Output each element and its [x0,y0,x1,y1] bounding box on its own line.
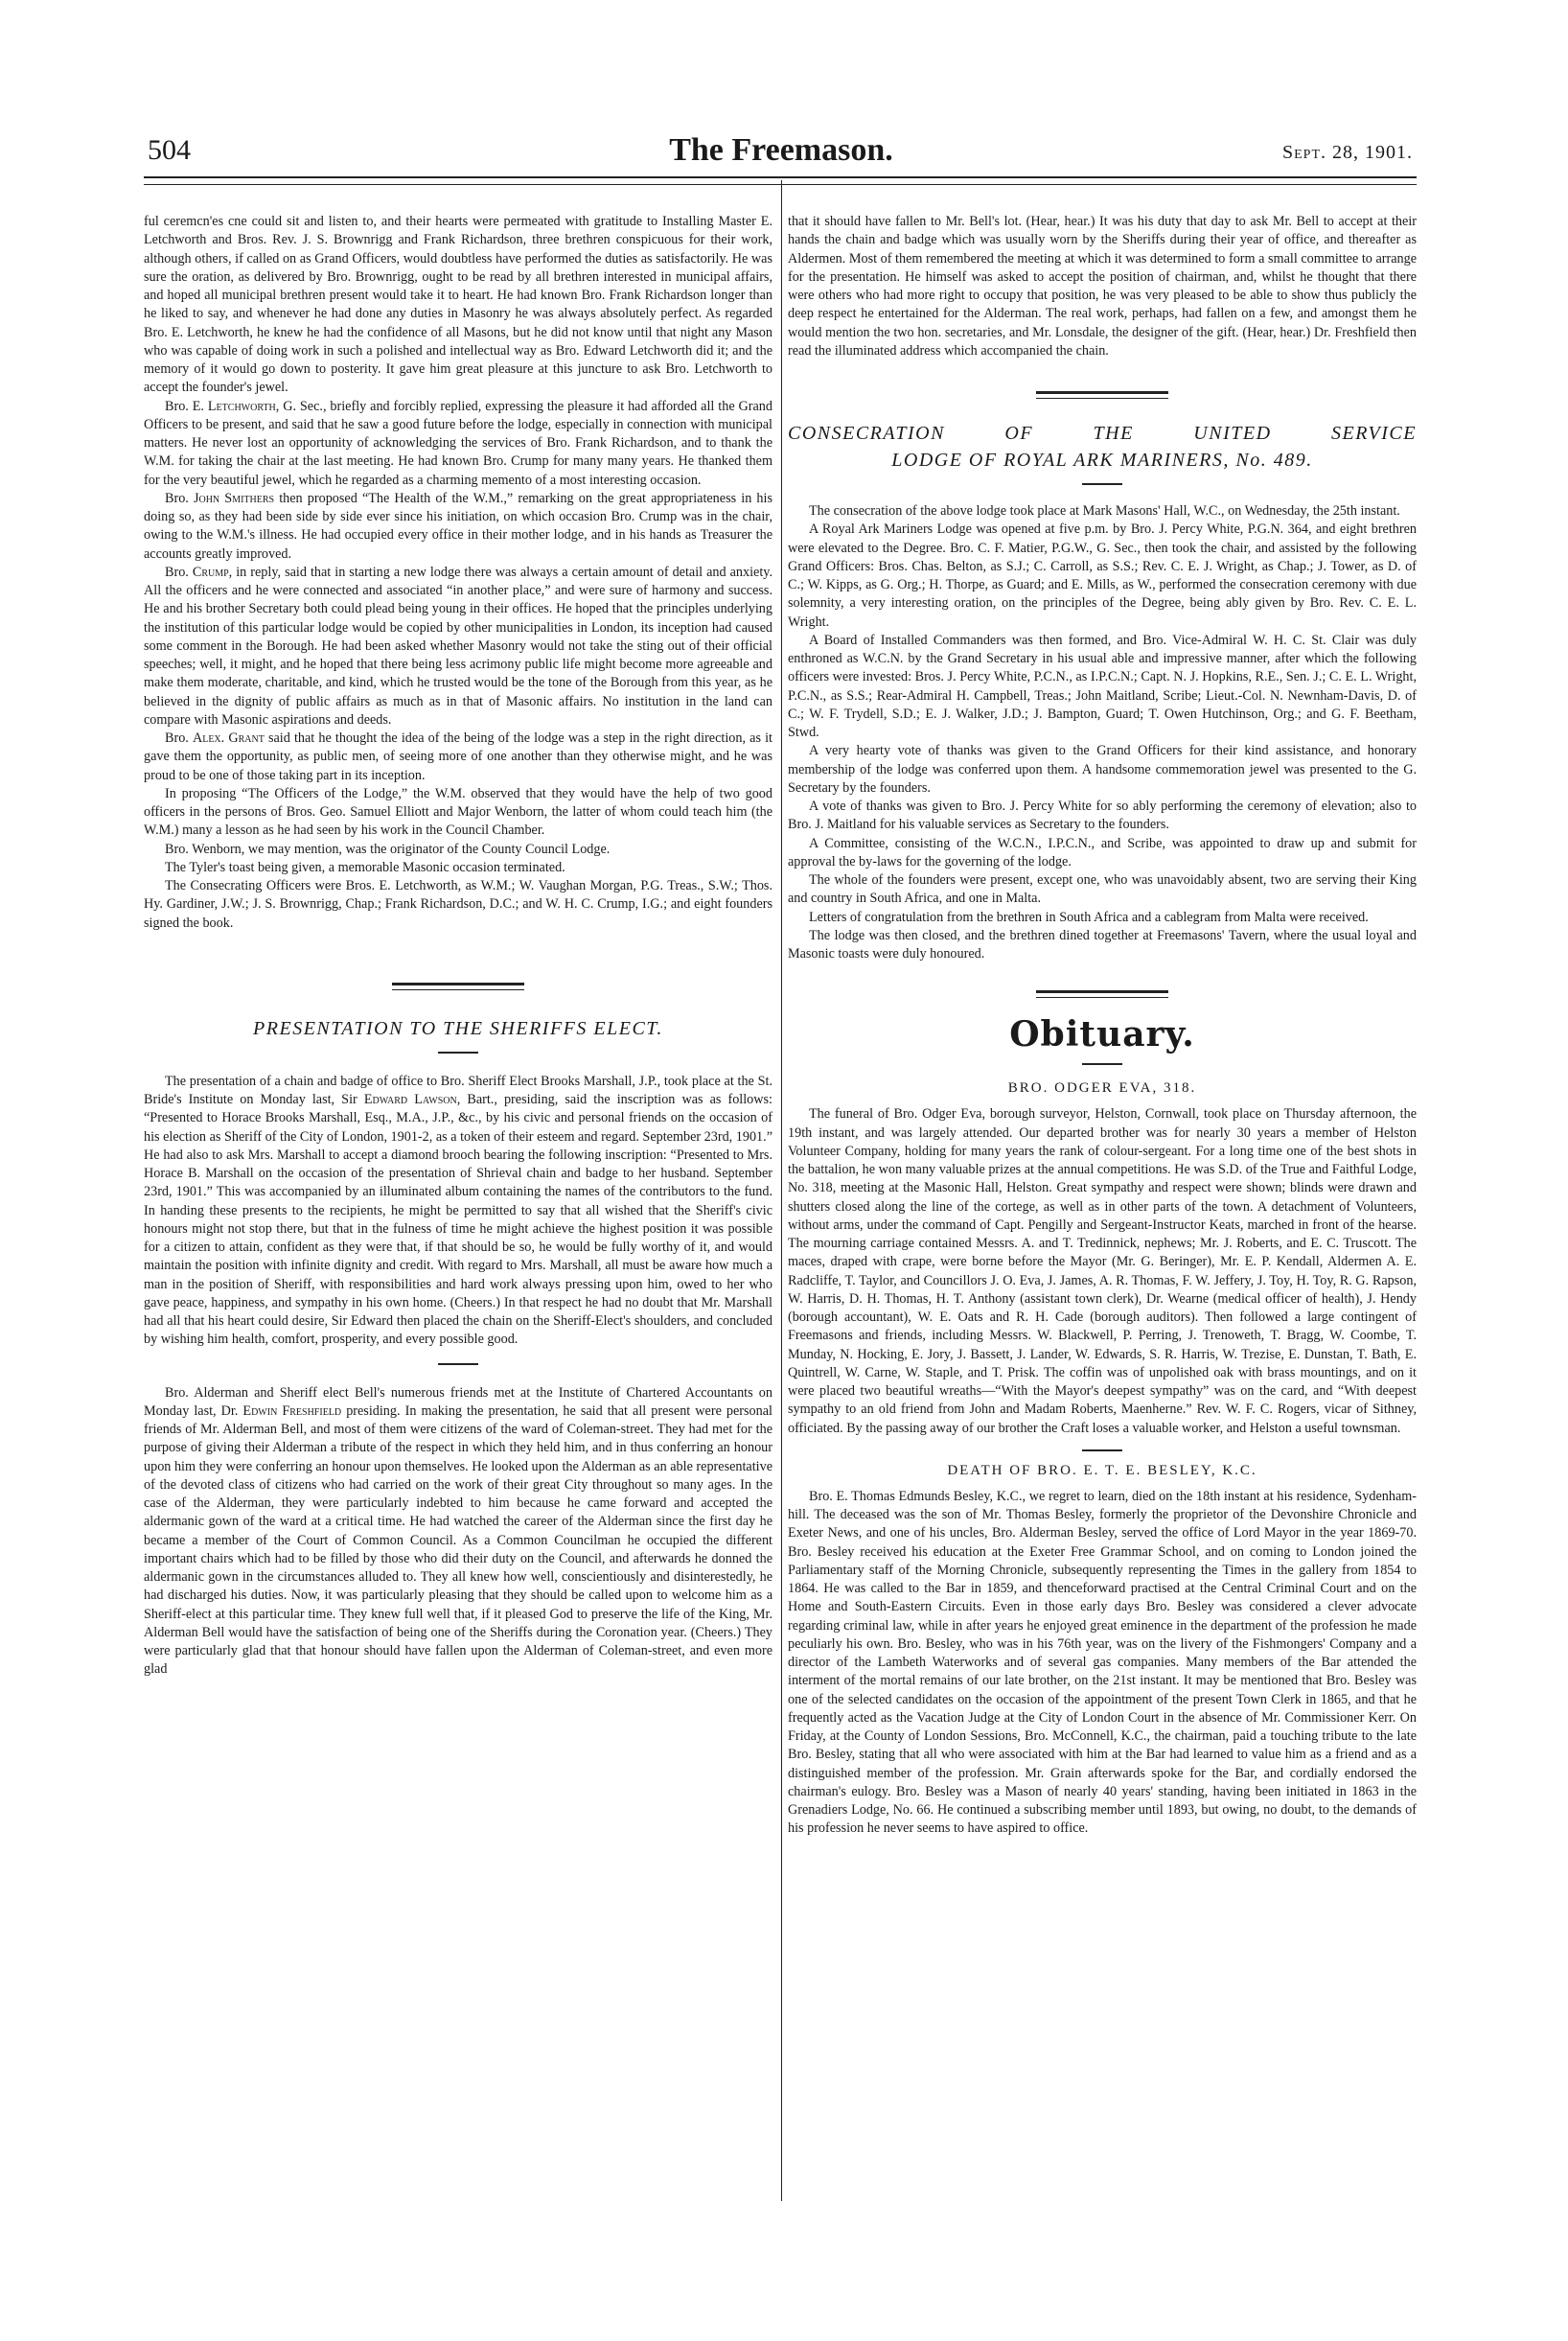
obituary-heading: Obituary. [1009,1014,1195,1055]
article-paragraph: The Consecrating Officers were Bros. E. Letchworth, as W.M.; W. Vaughan Morgan, P.G. Treas., S.W.; Thos. Hy. Gardiner, J.W.; J. S. Brownrigg, Chap.; Frank Richardson, D.C.; and W. H. C. Crump, I.G.; and eight founders signed the book. [144,878,772,931]
speaker-name: Alex. Grant [192,730,265,746]
section-heading-consecration: CONSECRATION OF THE UNITED SERVICE [788,423,1417,444]
article-paragraph: The presentation of a chain and badge of office to Bro. Sheriff Elect Brooks Marshall, J.P., took place at the St. Bride's Institute on Monday last, Sir Edward Lawson, Bart., presiding, said the inscription was as follows: “Presented to Horace Brooks Marshall, Esq., M.A., J.P., &c., by his civic and personal friends on the occasion of his election as Sheriff of the City of London, 1901-2, as a token of their esteem and regard. September 23rd, 1901.” He had also to ask Mrs. Marshall to accept a diamond brooch bearing the following inscription: “Presented to Mrs. Horace B. Marshall on the occasion of the presentation of Shrieval chain and badge to her husband. September 23rd, 1901.” This was accompanied by an illuminated album containing the names of the contributors to the fund. In handing these presents to the recipients, he might be permitted to say that all wished that the Sheriff's civic honours might not stop there, but that in the fulness of time he might achieve the highest position it was possible for a citizen to attain, confident as they were that, if that should be so, he would be fully worthy of it, and would maintain the position with infinite dignity and credit. With regard to Mrs. Marshall, all must be aware how much a man in the position of Sheriff, with responsibilities and hard work always pressing upon him, owed to her who gave peace, happiness, and sympathy in his own home. (Cheers.) In that respect he had no doubt that Mr. Marshall had all that his heart could desire, Sir Edward then placed the chain on the Sheriff-Elect's shoulders, and concluded by wishing him health, comfort, prosperity, and every possible good. [144,1073,772,1348]
article-paragraph: Bro. Alex. Grant said that he thought the idea of the being of the lodge was a step in the right direction, as it gave them the opportunity, as public men, of seeing more of one another than they otherwise might, and he was proud to be one of those taking part in its inception. [144,730,772,783]
speaker-name: Letchworth [207,398,276,414]
presiding-name: Edwin Freshfield [242,1402,342,1419]
article-paragraph: The lodge was then closed, and the brethren dined together at Freemasons' Tavern, where the usual loyal and Masonic toasts were duly honoured. [788,927,1417,962]
section-separator [392,983,524,990]
section-heading-consecration-line2: LODGE OF ROYAL ARK MARINERS, No. 489. [891,450,1313,471]
article-paragraph: Letters of congratulation from the brethren in South Africa and a cablegram from Malta were received. [809,909,1369,925]
issue-date: Sept. 28, 1901. [1281,142,1413,163]
speaker-name: Crump [192,564,229,580]
article-paragraph: ful ceremcn'es cne could sit and listen to, and their hearts were permeated with gratitude to Installing Master E. Letchworth and Bros. Rev. J. S. Brownrigg and Frank Richardson, three brethren conspicuous for their work, although others, if called on as Grand Officers, would doubtless have performed the duties as satisfactorily. He was sure the oration, as delivered by Bro. Brownrigg, ought to be read by all brethren interested in municipal affairs, and hoped all municipal brethren present would take it to heart. He had known Bro. Frank Richardson longer than he liked to say, and whenever he had done any duties in Masonry he was always absolutely perfect. As regarded Bro. E. Letchworth, he knew he had the confidence of all Masons, but he did not know until that night any Mason who was capable of doing work in such a polished and intellectual way as Bro. Edward Letchworth did it; and the memory of it would go down to posterity. It gave him great pleasure at this juncture to ask Bro. Letchworth to accept the founder's jewel. [144,214,772,396]
article-paragraph: Bro. E. Thomas Edmunds Besley, K.C., we regret to learn, died on the 18th instant at his residence, Sydenham-hill. The deceased was the son of Mr. Thomas Besley, formerly the proprietor of the Devonshire Chronicle and Exeter News, and one of his uncles, Bro. Alderman Besley, served the office of Lord Mayor in the year 1869-70. Bro. Besley received his education at the Exeter Free Grammar School, and on coming to London joined the Parliamentary staff of the Morning Chronicle, subsequently representing the Times in the gallery from 1854 to 1864. He was called to the Bar in 1859, and thenceforward practised at the Central Criminal Court and on the Home and South-Eastern Circuits. Even in those early days Bro. Besley was considered a clever advocate regarding criminal law, while in after years he enjoyed great eminence in the department of the profession he made peculiarly his own. Bro. Besley, who was in his 76th year, was on the livery of the Fishmongers' Company and a director of the Lambeth Waterworks and of several gas companies. Many members of the Bar attended the interment of the mortal remains of our late brother, on the 21st instant. It may be mentioned that Bro. Besley was one of the selected candidates on the occasion of the appointment of the present Town Clerk in 1865, and that he frequently acted as the Vacation Judge at the City of London Court in the absence of Mr. Commissioner Kerr. On Friday, at the County of London Sessions, Bro. McConnell, K.C., the chairman, paid a touching tribute to the late Bro. Besley, stating that all who were associated with him at the Bar had learned to value him as a friend and as a distinguished member of the profession. Mr. Grain afterwards spoke for the Bar, and cordially endorsed the chairman's eulogy. Bro. Besley was a Mason of nearly 40 years' standing, having been initiated in 1863 in the Grenadiers Lodge, No. 66. He continued a subscribing member until 1893, but owing, no doubt, to the demands of his profession he never seems to have aspired to office. [788,1488,1417,1837]
column-divider [781,180,782,2201]
section-separator [1036,391,1168,399]
page-number: 504 [148,134,191,166]
article-paragraph: A Committee, consisting of the W.C.N., I.P.C.N., and Scribe, was appointed to draw up and submit for approval the by-laws for the governing of the lodge. [788,835,1417,869]
article-paragraph: Bro. E. Letchworth, G. Sec., briefly and forcibly replied, expressing the pleasure it had afforded all the Grand Officers to be present, and said that he saw a good future before the lodge, especially in connection with municipal matters. He never lost an opportunity of acknowledging the services of Bro. Frank Richardson, and to thank the W.M. for taking the chair at the last meeting. He had known Bro. Crump for many many years. He thanked them for the very beautiful jewel, which he regarded as a charming memento of a most interesting occasion. [144,398,772,488]
article-paragraph: The consecration of the above lodge took place at Mark Masons' Hall, W.C., on Wednesday, the 25th instant. [809,503,1400,519]
presiding-name: Edward Lawson [363,1092,457,1107]
obituary-subheading-eva: BRO. ODGER EVA, 318. [1007,1080,1197,1097]
article-paragraph: A vote of thanks was given to Bro. J. Percy White for so ably performing the ceremony of elevation; also to Bro. J. Maitland for his valuable services as Secretary to the founders. [788,799,1417,833]
obituary-subheading-besley: DEATH OF BRO. E. T. E. BESLEY, K.C. [947,1462,1257,1478]
article-paragraph: Bro. John Smithers then proposed “The Health of the W.M.,” remarking on the great appropriateness in his doing so, as they had been side by side ever since his initiation, on which occasion Bro. Crump was in the chair, owing to the W.M.'s illness. He had occupied every office in their mother lodge, and in his hands as Treasurer the accounts greatly improved. [144,490,772,562]
article-paragraph: that it should have fallen to Mr. Bell's lot. (Hear, hear.) It was his duty that day to ask Mr. Bell to accept at their hands the chain and badge which was usually worn by the Sheriffs during their year of office, and thereafter as Aldermen. Most of them remembered the meeting at which it was determined to form a small committee to arrange for the presentation. He himself was asked to accept the position of chairman, and, whilst he thought that there were others who had more right to occupy that position, he was very pleased to be able to show thus publicly the deep respect he entertained for the Alderman. The real work, perhaps, had fallen on a few, and amongst them he would mention the two hon. secretaries, and Mr. Lonsdale, the designer of the gift. (Hear, hear.) Dr. Freshfield then read the illuminated address which accompanied the chain. [788,214,1417,359]
right-column [788,213,1417,1839]
article-paragraph: The whole of the founders were present, except one, who was unavoidably absent, two are serving their King and country in South Africa, and one in Malta. [788,872,1417,907]
masthead-rule [144,176,1417,185]
article-paragraph: Bro. Wenborn, we may mention, was the originator of the County Council Lodge. [165,841,611,857]
article-paragraph: A Board of Installed Commanders was then formed, and Bro. Vice-Admiral W. H. C. St. Clair was duly enthroned as W.C.N. by the Grand Secretary in his usual able and impressive manner, after which the following officers were invested: Bros. J. Percy White, P.C.N., as I.P.C.N.; Capt. N. J. Hopkins, R.E., Sen. J.; C. E. L. Wright, P.C.N., as S.S.; Rear-Admiral H. Campbell, Treas.; John Maitland, Scribe; Lieut.-Col. N. Newnham-Davis, D. of C.; W. F. Trydell, S.D.; E. J. Walker, J.D.; J. Bampton, Guard; T. Owen Hutchinson, Org.; and G. F. Beetham, Stwd. [788,632,1417,740]
article-paragraph: Bro. Alderman and Sheriff elect Bell's numerous friends met at the Institute of Chartered Accountants on Monday last, Dr. Edwin Freshfield presiding. In making the presentation, he said that all present were personal friends of Mr. Alderman Bell, and most of them were citizens of the ward of Coleman-street. They had met for the purpose of giving their Alderman a tribute of the respect in which they held him, and in thus conferring an honour upon him they were conferring an honour upon themselves. He looked upon the Alderman as an able representative of the devoted class of citizens who had carried on the work of their great City throughout so many ages. In the case of the Alderman, they were particularly indebted to him because he came forward and accepted the aldermanic gown of the ward at a critical time. He had watched the career of the Alderman since the first day he became a member of the Court of Common Council. As a Common Councilman he occupied the different important chairs which had to be filled by those who did their duty on the Council, and afterwards he donned the aldermanic gown in the circumstances alluded to. They all knew how well, conscientiously and disinterestedly, he had discharged his duties. Now, it was particularly pleasing that they should be called upon to welcome him as a Sheriff-elect at this particular time. They knew full well that, if it pleased God to preserve the life of the King, Mr. Alderman Bell would have the satisfaction of being one of the Sheriffs during the Coronation year. (Cheers.) They were particularly glad that that honour should have fallen upon the Alderman of Coleman-street, and even more glad [144,1384,772,1678]
article-paragraph: The Tyler's toast being given, a memorable Masonic occasion terminated. [165,859,565,875]
masthead [144,132,1418,174]
article-paragraph: A Royal Ark Mariners Lodge was opened at five p.m. by Bro. J. Percy White, P.G.N. 364, and eight brethren were elevated to the Degree. Bro. C. F. Matier, P.G.W., G. Sec., then took the chair, and assisted by the following Grand Officers: Bros. Chas. Belton, as S.J.; C. Carroll, as S.S.; Rev. C. E. J. Wright, as Chap.; J. Tower, as D. of C.; W. Kipps, as G. Org.; H. Thorpe, as Guard; and E. Mills, as W., performed the consecration ceremony with due solemnity, a very interesting oration, on the principles of the Degree, being ably given by Bro. Rev. C. E. L. Wright. [788,522,1417,630]
article-paragraph: In proposing “The Officers of the Lodge,” the W.M. observed that they would have the help of two good officers in the persons of Bros. Geo. Samuel Elliott and Major Wenborn, the latter of whom could teach him (the W.M.) many a lesson as he had seen by his work in the Council Chamber. [144,785,772,839]
newspaper-title: The Freemason. [669,132,893,168]
left-column [144,213,772,1680]
article-paragraph: The funeral of Bro. Odger Eva, borough surveyor, Helston, Cornwall, took place on Thursday afternoon, the 19th instant, and was largely attended. Our departed brother was for nearly 30 years a member of Helston Volunteer Company, holding for many years the rank of colour-sergeant. For a long time one of the best shots in the battalion, he won many valuable prizes at the annual competitions. He was S.D. of the True and Faithful Lodge, No. 318, meeting at the Masonic Hall, Helston. Great sympathy and respect were shown; blinds were drawn and shutters closed along the line of the cortege, as well as in other parts of the town. A detachment of Volunteers, without arms, under the command of Capt. Pengilly and Sergeant-Instructor Keats, marched in front of the hearse. The mourning carriage contained Messrs. A. and T. Tredinnick, nephews; Mr. J. Roberts, and E. C. Truscott. The maces, draped with crape, were borne before the Mayor (Mr. G. Beringer), Mr. E. P. Kendall, Aldermen A. E. Radcliffe, T. Taylor, and Councillors J. O. Eva, J. James, A. R. Thomas, F. W. Jeffery, J. Toy, H. Toy, R. G. Rapson, W. Harris, D. H. Thomas, H. T. Anthony (assistant town clerk), Dr. Wearne (medical officer of health), J. Hendy (borough accountant), W. E. Oats and R. H. Cade (borough auditors). Then followed a large contingent of Freemasons and friends, including Messrs. W. Blackwell, P. Perring, J. Trenoweth, T. Bragg, W. Coombe, T. Munday, N. Hocking, E. Jory, J. Bassett, J. Lander, W. Edwards, S. R. Harris, W. Trezise, E. Dunstan, T. Bath, E. Quintrell, W. Carne, W. Staple, and T. Prisk. The coffin was of unpolished oak with brass mountings, and on it were placed two beautiful wreaths—“With the Mayor's deepest sympathy” was on the card, and “With deepest sympathy to an old friend from John and Madam Roberts, Maenherne.” Rev. W. F. C. Rogers, vicar of Sithney, officiated. By the passing away of our brother the Craft loses a valuable worker, and Helston a useful townsman. [788,1106,1417,1436]
speaker-name: John Smithers [193,490,275,506]
section-heading-sheriffs: PRESENTATION TO THE SHERIFFS ELECT. [253,1017,663,1039]
article-paragraph: Bro. Crump, in reply, said that in starting a new lodge there was always a certain amount of detail and anxiety. All the officers and he were connected and associated “in another place,” and were sure of harmony and success. He and his brother Secretary both could plead being young in their offices. He hoped that the principles underlying the institution of this particular lodge would be copied by other municipalities in London, its inception had caused some comment in the Borough. He had been asked whether Masonry would not take the sting out of their official speeches; well, it might, and he hoped that there being less acrimony public life might become more agreeable and make them moderate, charitable, and kind, which he trusted would be the tone of the Borough from this year, as he believed in the dignity of public affairs as much as in that of Masonic affairs. No institution in the land can compare with Masonic aspirations and deeds. [144,564,773,728]
section-separator [1036,990,1168,998]
article-paragraph: A very hearty vote of thanks was given to the Grand Officers for their kind assistance, and honorary membership of the lodge was conferred upon them. A handsome commemoration jewel was presented to the G. Secretary by the founders. [788,743,1417,796]
